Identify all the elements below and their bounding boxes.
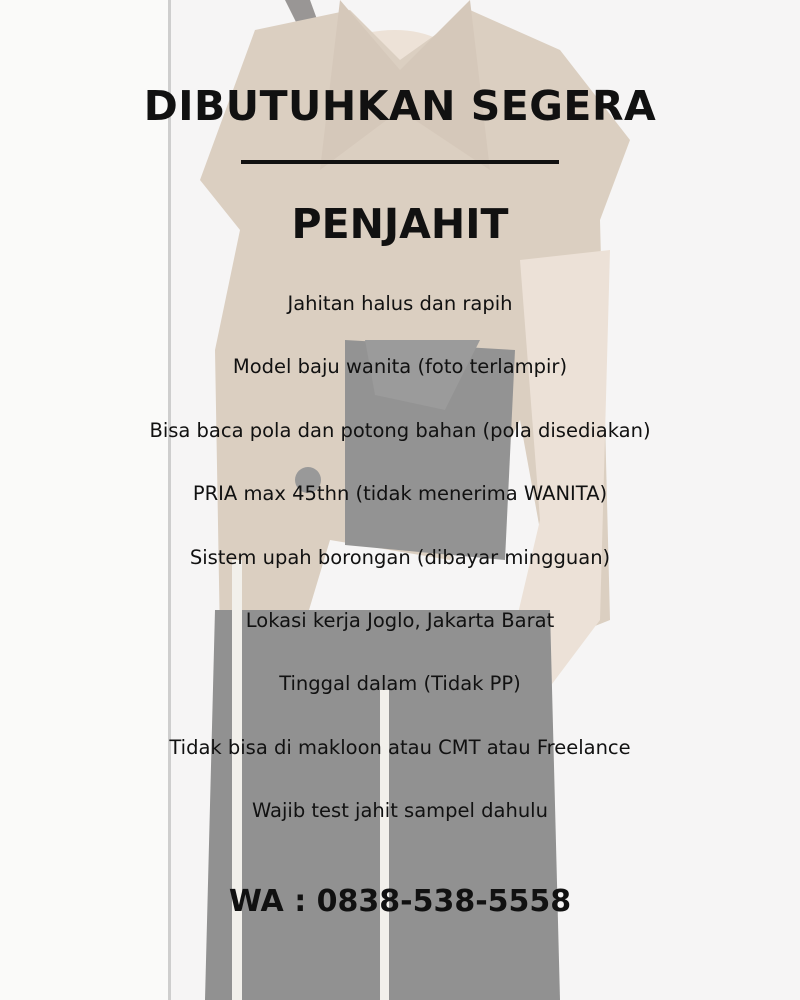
requirement-item: Tidak bisa di makloon atau CMT atau Freelance	[169, 735, 631, 759]
whatsapp-contact: WA : 0838-538-5558	[228, 884, 572, 919]
requirement-item: Wajib test jahit sampel dahulu	[252, 799, 548, 823]
divider-line	[241, 160, 559, 164]
requirement-item: Jahitan halus dan rapih	[287, 292, 513, 315]
requirement-item: Tinggal dalam (Tidak PP)	[279, 672, 521, 696]
requirements-list	[0, 286, 800, 857]
requirement-item: Lokasi kerja Joglo, Jakarta Barat	[245, 608, 555, 632]
requirement-item: PRIA max 45thn (tidak menerima WANITA)	[192, 482, 608, 506]
requirement-item: Model baju wanita (foto terlampir)	[232, 355, 568, 379]
headline: DIBUTUHKAN SEGERA	[143, 82, 657, 130]
position-title: PENJAHIT	[291, 200, 509, 248]
requirement-item: Sistem upah borongan (dibayar mingguan)	[189, 545, 611, 569]
requirement-item: Bisa baca pola dan potong bahan (pola disediakan)	[149, 418, 651, 442]
